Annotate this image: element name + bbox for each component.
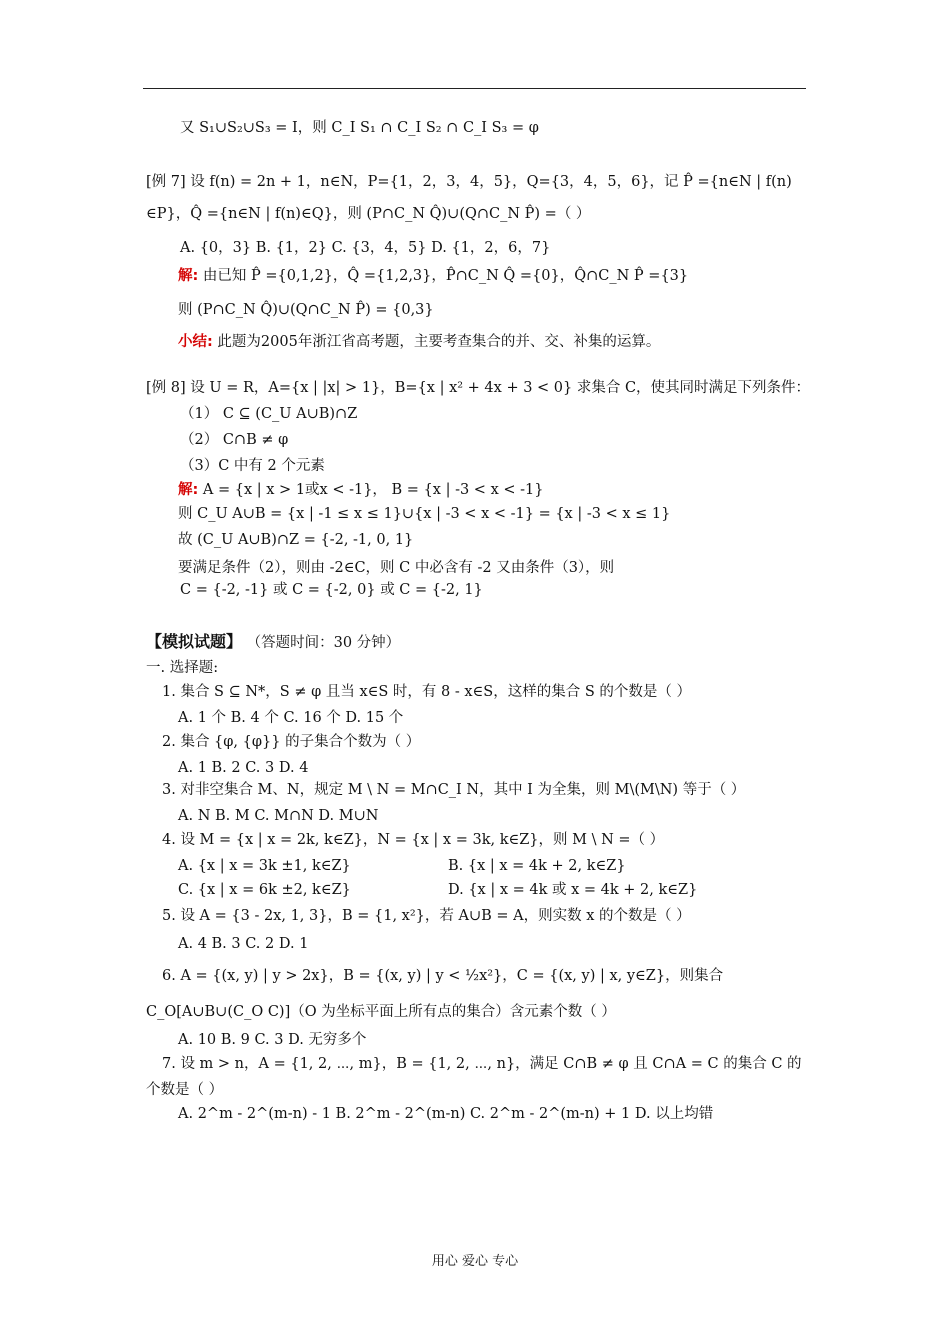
section-title: 一. 选择题: — [146, 660, 219, 676]
example-8-line-1: [例 8] 设 U = R，A={x | |x| > 1}，B={x | x² + 4x + 3 < 0} 求集合 C，使其同时满足下列条件： — [146, 380, 811, 396]
example-7-summary — [178, 332, 660, 352]
question-4: 4. 设 M = {x | x = 2k, k∈Z}，N = {x | x = 3k, k∈Z}，则 M \ N =（ ） — [162, 832, 665, 848]
question-4-option-d: D. {x | x = 4k 或 x = 4k + 2, k∈Z} — [448, 882, 698, 898]
mock-test-title: 【模拟试题】 — [146, 632, 243, 651]
example-8-condition-2: （2） C∩B ≠ φ — [180, 432, 289, 448]
question-6-line-2: C_O[A∪B∪(C_O C)]（O 为坐标平面上所有点的集合）含元素个数（ ） — [146, 1004, 616, 1020]
question-6: 6. A = {(x, y) | y > 2x}，B = {(x, y) | y < ½x²}，C = {(x, y) | x, y∈Z}，则集合 — [162, 968, 724, 984]
example-8-step-3: 要满足条件（2），则由 -2∈C，则 C 中必含有 -2 又由条件（3），则 — [178, 560, 615, 576]
text-line: 又 S₁∪S₂∪S₃ = I，则 C_I S₁ ∩ C_I S₂ ∩ C_I S₃ = φ — [180, 120, 539, 136]
page-footer: 用心 爱心 专心 — [431, 1254, 519, 1269]
example-8-answer: C = {-2, -1} 或 C = {-2, 0} 或 C = {-2, 1} — [180, 582, 483, 598]
question-4-option-a: A. {x | x = 3k ±1, k∈Z} — [178, 858, 351, 874]
example-8-step-1: 则 C_U A∪B = {x | -1 ≤ x ≤ 1}∪{x | -3 < x < -1} = {x | -3 < x ≤ 1} — [178, 506, 671, 522]
question-2-options: A. 1 B. 2 C. 3 D. 4 — [178, 760, 309, 776]
question-1-options: A. 1 个 B. 4 个 C. 16 个 D. 15 个 — [178, 710, 404, 726]
question-7: 7. 设 m > n，A = {1, 2, ⋯, m}，B = {1, 2, ⋯, n}，满足 C∩B ≠ φ 且 C∩A = C 的集合 C 的 — [162, 1056, 802, 1072]
example-8-solution — [178, 480, 543, 500]
question-4-option-b: B. {x | x = 4k + 2, k∈Z} — [448, 858, 626, 874]
mock-test-time: （答题时间：30 分钟） — [246, 635, 401, 651]
example-8-condition-1: （1） C ⊆ (C_U A∪B)∩Z — [180, 406, 358, 422]
question-5-options: A. 4 B. 3 C. 2 D. 1 — [178, 936, 309, 952]
question-3-options: A. N B. M C. M∩N D. M∪N — [178, 808, 379, 824]
summary-text: 此题为2005年浙江省高考题，主要考查集合的并、交、补集的运算。 — [217, 334, 661, 350]
solution-label: 解: — [178, 482, 199, 498]
example-7-result: 则 (P∩C_N Q̂)∪(Q∩C_N P̂) = {0,3} — [178, 302, 434, 318]
question-2: 2. 集合 {φ, {φ}} 的子集合个数为（ ） — [162, 734, 421, 750]
question-1: 1. 集合 S ⊆ N*，S ≠ φ 且当 x∈S 时，有 8 - x∈S，这样的集合 S 的个数是（ ） — [162, 684, 691, 700]
question-5: 5. 设 A = {3 - 2x, 1, 3}，B = {1, x²}，若 A∪B = A，则实数 x 的个数是（ ） — [162, 908, 691, 924]
header-rule — [143, 88, 806, 89]
question-7-options: A. 2^m - 2^(m-n) - 1 B. 2^m - 2^(m-n) C. 2^m - 2^(m-n) + 1 D. 以上均错 — [178, 1106, 714, 1122]
example-8-step-2: 故 (C_U A∪B)∩Z = {-2, -1, 0, 1} — [178, 532, 414, 548]
question-3: 3. 对非空集合 M、N，规定 M \ N = M∩C_I N，其中 I 为全集，则 M\(M\N) 等于（ ） — [162, 782, 746, 798]
solution-text: A = {x | x > 1或x < -1}， B = {x | -3 < x < -1} — [202, 482, 544, 498]
solution-text: 由已知 P̂ ={0,1,2}，Q̂ ={1,2,3}，P̂∩C_N Q̂ ={0}，Q̂∩C_N P̂ ={3} — [202, 268, 689, 284]
example-7-solution — [178, 266, 688, 286]
summary-label: 小结: — [178, 334, 213, 350]
example-7-line-2: ∈P}，Q̂ ={n∈N | f(n)∈Q}，则 (P∩C_N Q̂)∪(Q∩C_N P̂) =（ ） — [146, 206, 591, 222]
question-7-line-2: 个数是（ ） — [146, 1082, 224, 1098]
mock-test-heading — [146, 632, 400, 653]
solution-label: 解: — [178, 268, 199, 284]
example-7-line-1: [例 7] 设 f(n) = 2n + 1，n∈N，P={1，2，3，4，5}，Q={3，4，5，6}，记 P̂ ={n∈N | f(n) — [146, 174, 792, 190]
example-8-condition-3: （3）C 中有 2 个元素 — [180, 458, 325, 474]
question-6-options: A. 10 B. 9 C. 3 D. 无穷多个 — [178, 1032, 367, 1048]
example-7-options: A. {0，3} B. {1，2} C. {3，4，5} D. {1，2，6，7} — [180, 240, 551, 256]
question-4-option-c: C. {x | x = 6k ±2, k∈Z} — [178, 882, 351, 898]
